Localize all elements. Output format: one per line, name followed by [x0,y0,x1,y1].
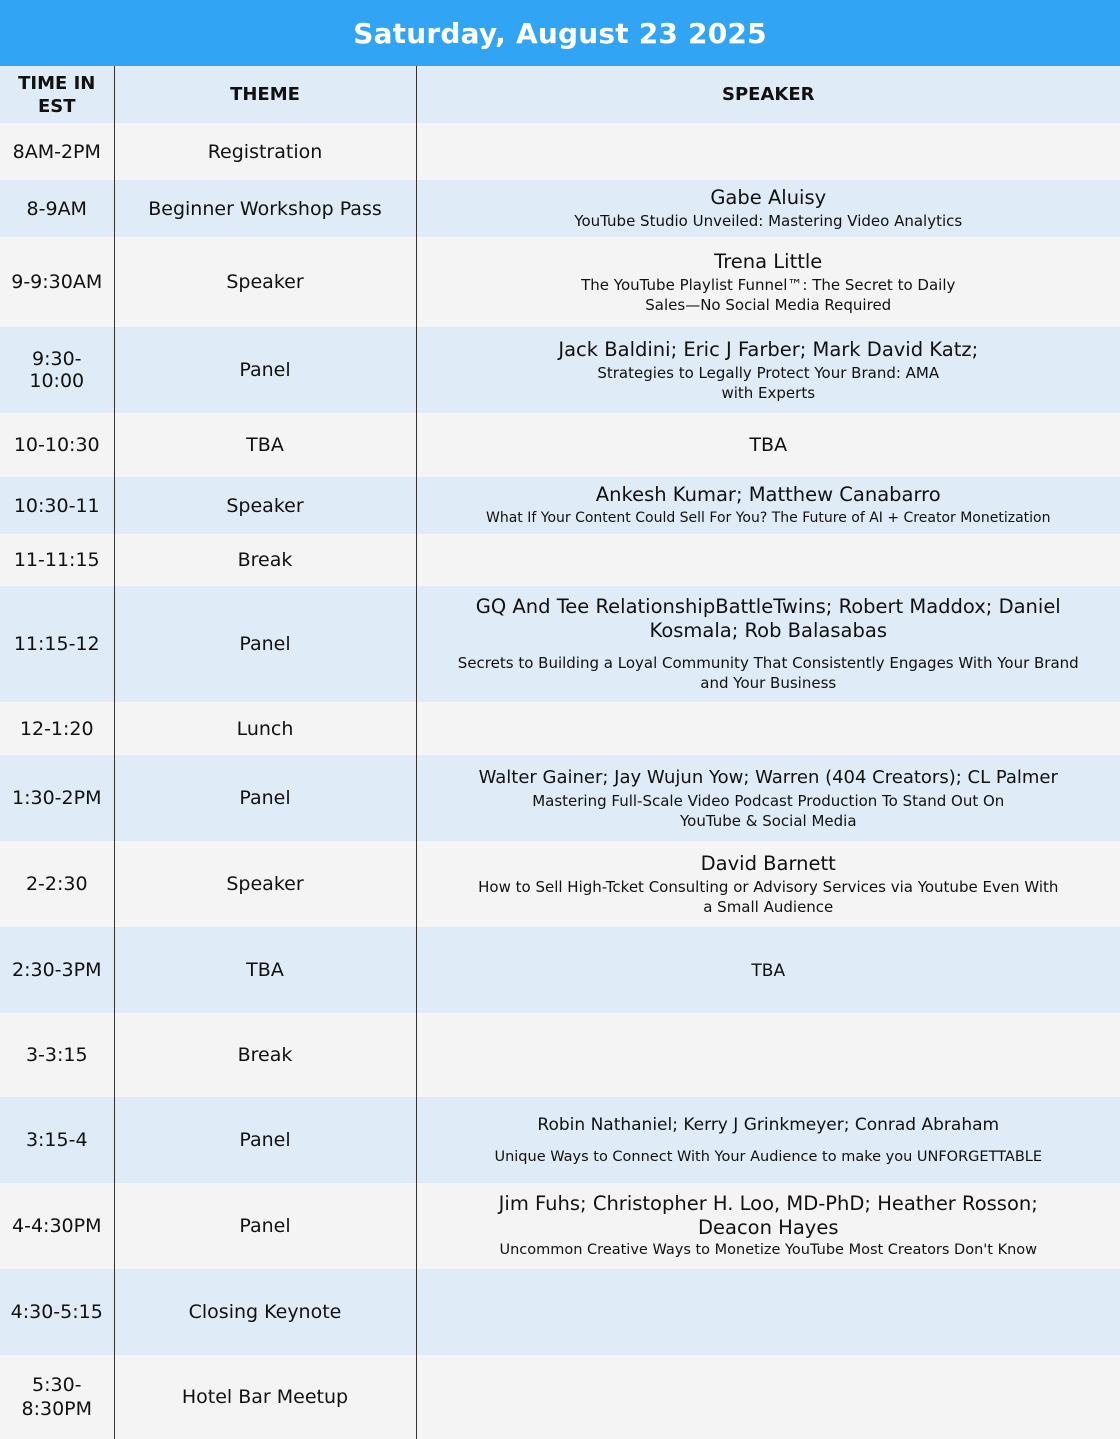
speaker-cell [416,1097,1120,1183]
table-row [0,702,1120,755]
speaker-cell [416,123,1120,180]
time-cell: 11:15-12 [0,586,114,702]
session-topic: Strategies to Legally Protect Your Brand: AMA with Experts [597,363,940,402]
theme-cell: Speaker [114,477,416,534]
speaker-cell [416,237,1120,327]
speaker-cell [416,413,1120,477]
theme-cell: Panel [114,1097,416,1183]
header-row [0,66,1120,123]
table-row [0,1013,1120,1097]
table-row [0,1355,1120,1439]
time-cell: 10-10:30 [0,413,114,477]
theme-cell: Panel [114,755,416,841]
table-row [0,586,1120,702]
table-row [0,1269,1120,1355]
theme-cell: Panel [114,1183,416,1269]
theme-cell: Lunch [114,702,416,755]
speaker-cell [416,1355,1120,1439]
page-title: Saturday, August 23 2025 [0,0,1120,66]
speaker-name: Jack Baldini; Eric J Farber; Mark David Katz; [558,337,979,361]
theme-cell: Closing Keynote [114,1269,416,1355]
time-cell: 1:30-2PM [0,755,114,841]
theme-cell: TBA [114,413,416,477]
time-cell: 2:30-3PM [0,927,114,1013]
table-row [0,927,1120,1013]
session-topic: Secrets to Building a Loyal Community That Consistently Engages With Your Brand and Your Business [457,654,1079,692]
time-cell: 8-9AM [0,180,114,237]
time-cell: 9-9:30AM [0,237,114,327]
header-speaker: SPEAKER [416,66,1120,123]
theme-cell: Break [114,534,416,586]
time-cell: 4-4:30PM [0,1183,114,1269]
table-row [0,1097,1120,1183]
speaker-name: Walter Gainer; Jay Wujun Yow; Warren (404 Creators); CL Palmer [478,766,1058,788]
session-topic: Unique Ways to Connect With Your Audience to make you UNFORGETTABLE [494,1149,1043,1165]
table-row [0,123,1120,180]
time-cell: 10:30-11 [0,477,114,534]
time-cell: 4:30-5:15 [0,1269,114,1355]
time-cell: 11-11:15 [0,534,114,586]
theme-cell: Panel [114,327,416,413]
session-topic: What If Your Content Could Sell For You? The Future of AI + Creator Monetization [486,510,1051,526]
speaker-cell [416,841,1120,927]
table-row [0,413,1120,477]
table-row [0,237,1120,327]
speaker-name: Jim Fuhs; Christopher H. Loo, MD-PhD; Heather Rosson; Deacon Hayes [498,1192,1038,1239]
speaker-name: TBA [749,434,788,456]
session-topic: YouTube Studio Unveiled: Mastering Video Analytics [574,212,963,230]
header-time: TIME IN EST [0,66,114,123]
speaker-cell [416,180,1120,237]
time-cell: 12-1:20 [0,702,114,755]
speaker-cell [416,927,1120,1013]
speaker-name: Robin Nathaniel; Kerry J Grinkmeyer; Conrad Abraham [537,1115,1000,1135]
session-topic: Uncommon Creative Ways to Monetize YouTube Most Creators Don't Know [499,1242,1037,1258]
speaker-cell [416,1269,1120,1355]
time-cell: 2-2:30 [0,841,114,927]
theme-cell: Break [114,1013,416,1097]
table-row [0,1183,1120,1269]
speaker-cell [416,755,1120,841]
table-row [0,755,1120,841]
theme-cell: TBA [114,927,416,1013]
time-cell: 3:15-4 [0,1097,114,1183]
theme-cell: Hotel Bar Meetup [114,1355,416,1439]
session-topic: Mastering Full-Scale Video Podcast Production To Stand Out On YouTube & Social Media [532,791,1005,830]
speaker-cell [416,702,1120,755]
session-topic: The YouTube Playlist Funnel™: The Secret to Daily Sales—No Social Media Required [581,275,956,314]
session-topic: How to Sell High-Tcket Consulting or Advisory Services via Youtube Even With a Small Audience [478,877,1059,916]
speaker-name: David Barnett [700,851,836,875]
time-cell: 9:30-10:00 [0,327,114,413]
speaker-cell [416,327,1120,413]
speaker-name: Ankesh Kumar; Matthew Canabarro [595,483,941,506]
speaker-cell [416,477,1120,534]
speaker-name: Trena Little [714,249,823,273]
table-row [0,534,1120,586]
header-theme: THEME [114,66,416,123]
theme-cell: Speaker [114,841,416,927]
speaker-name: TBA [751,961,786,981]
time-cell: 5:30-8:30PM [0,1355,114,1439]
speaker-cell [416,1183,1120,1269]
speaker-cell [416,586,1120,702]
time-cell: 3-3:15 [0,1013,114,1097]
table-row [0,841,1120,927]
speaker-name: GQ And Tee RelationshipBattleTwins; Robert Maddox; Daniel Kosmala; Rob Balasabas [475,595,1061,642]
speaker-cell [416,534,1120,586]
table-row [0,477,1120,534]
theme-cell: Beginner Workshop Pass [114,180,416,237]
table-row [0,327,1120,413]
time-cell: 8AM-2PM [0,123,114,180]
table-row [0,180,1120,237]
theme-cell: Speaker [114,237,416,327]
speaker-name: Gabe Aluisy [710,186,827,209]
theme-cell: Registration [114,123,416,180]
schedule-table [0,66,1120,1439]
speaker-cell [416,1013,1120,1097]
theme-cell: Panel [114,586,416,702]
